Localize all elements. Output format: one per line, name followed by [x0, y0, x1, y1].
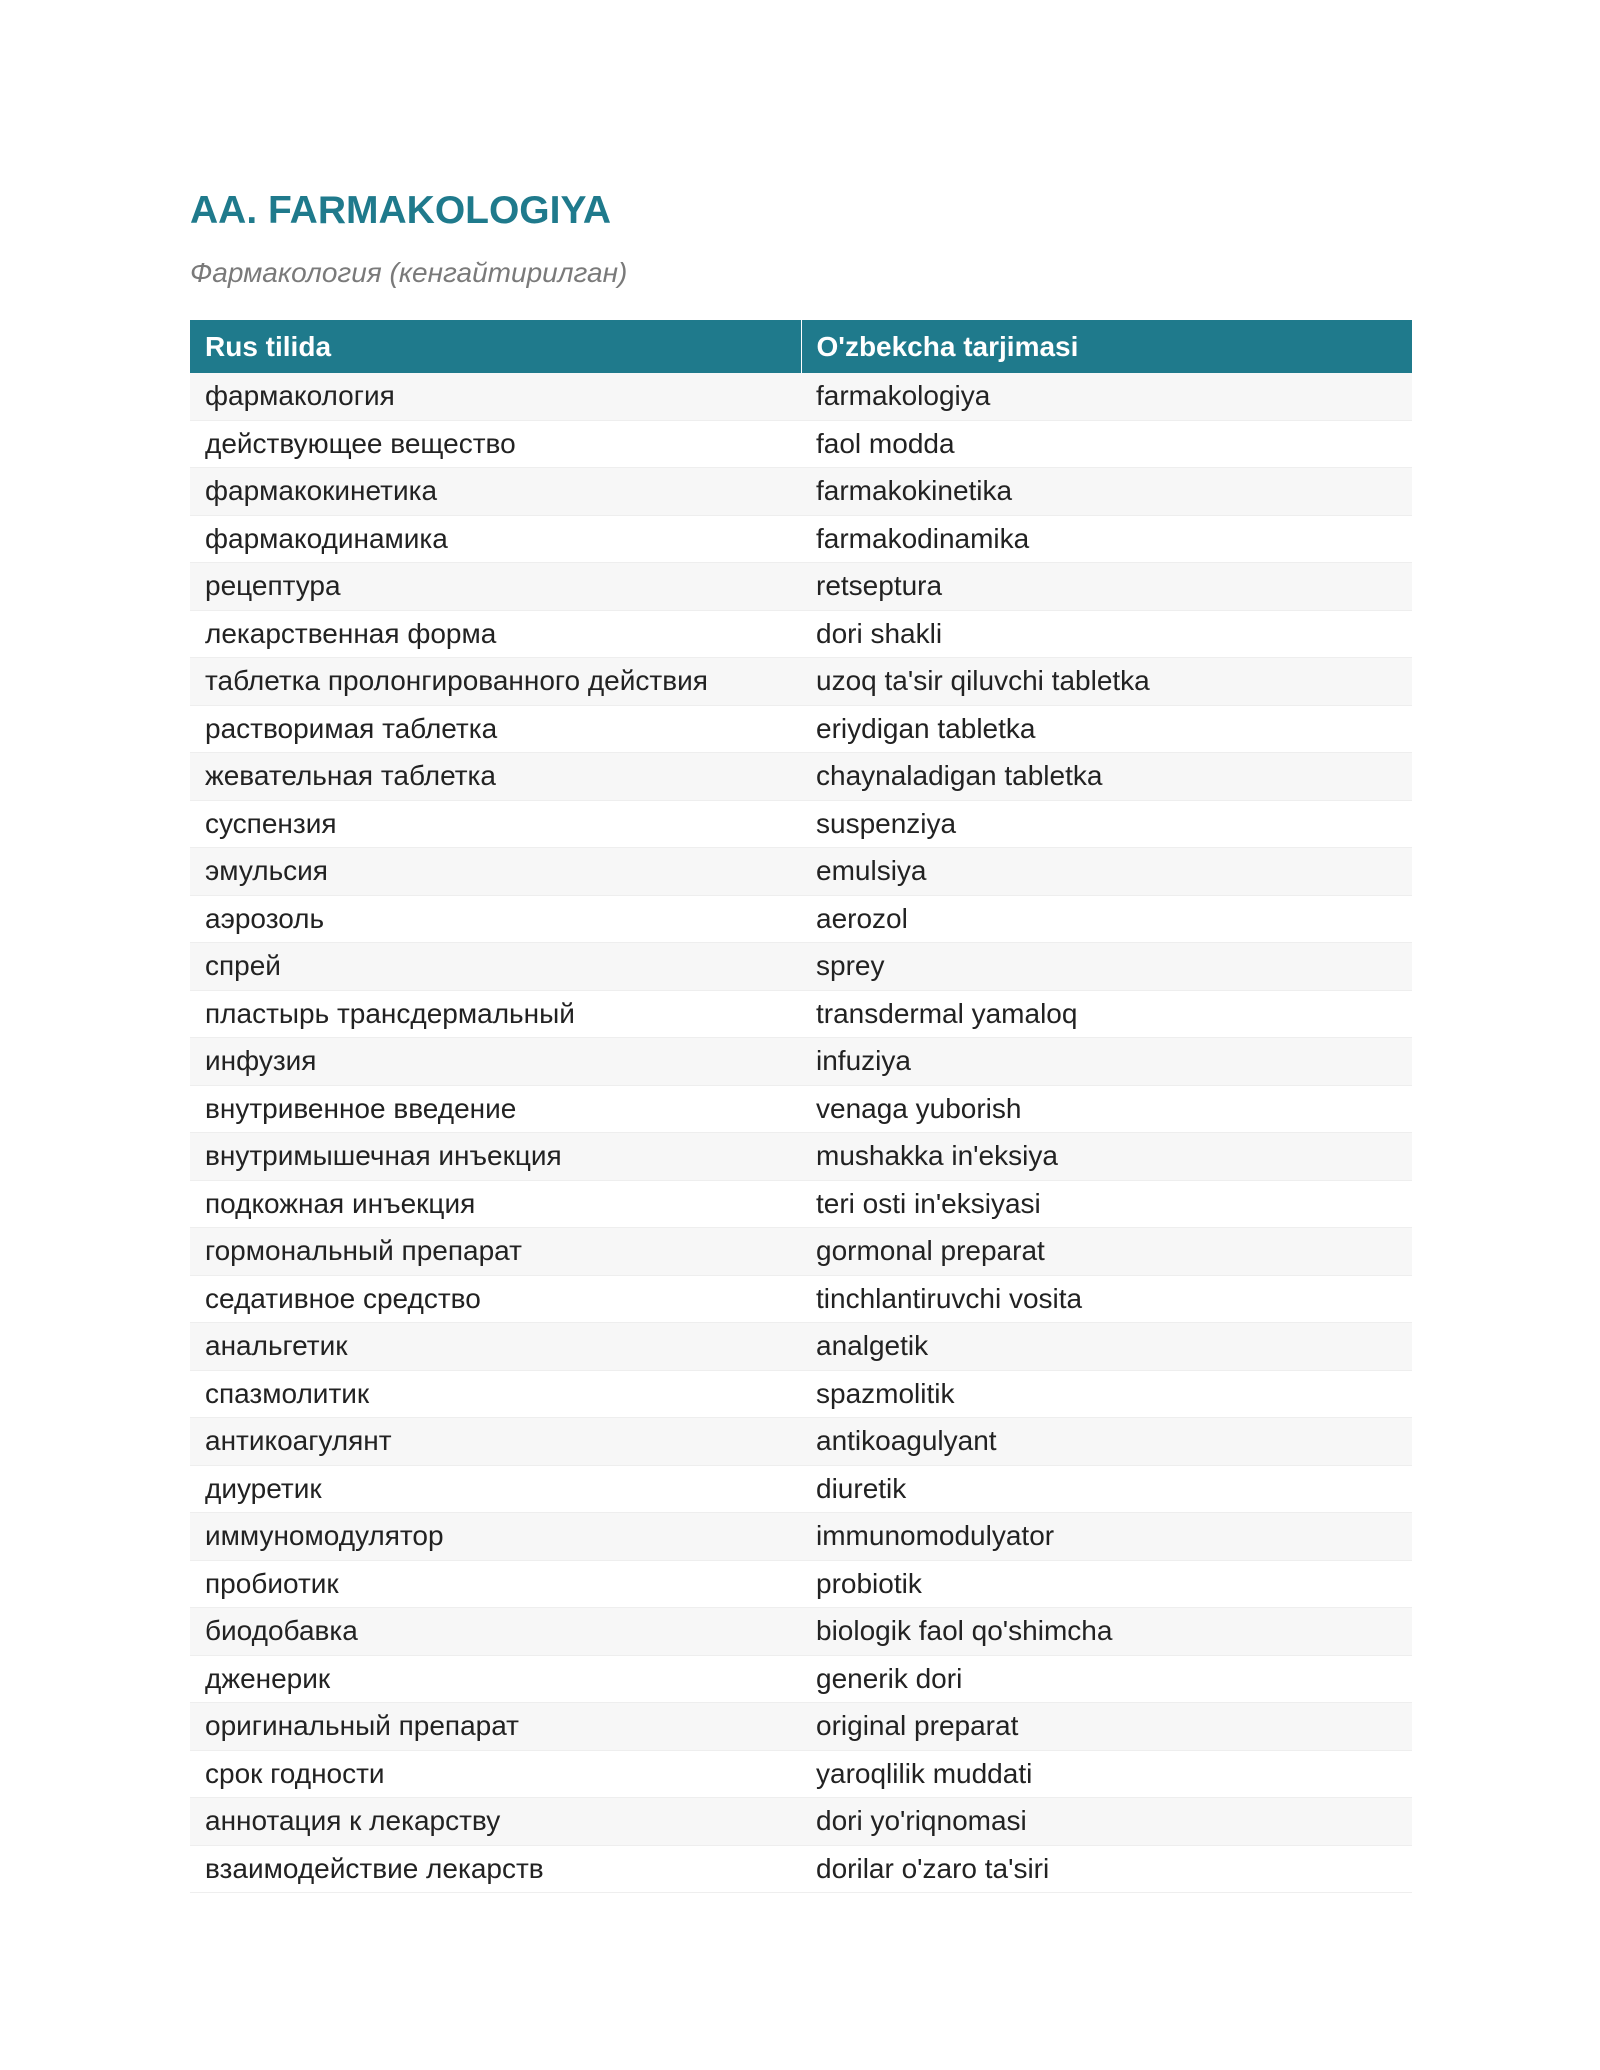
- column-header-uzbek: O'zbekcha tarjimasi: [801, 320, 1412, 373]
- cell-russian-term: эмульсия: [190, 848, 801, 896]
- table-row: [190, 610, 1412, 658]
- table-row: [190, 1798, 1412, 1846]
- cell-uzbek-translation: analgetik: [801, 1323, 1412, 1371]
- cell-russian-term: фармакодинамика: [190, 515, 801, 563]
- cell-uzbek-translation: dori yo'riqnomasi: [801, 1798, 1412, 1846]
- table-row: [190, 1560, 1412, 1608]
- cell-uzbek-translation: original preparat: [801, 1703, 1412, 1751]
- cell-uzbek-translation: retseptura: [801, 563, 1412, 611]
- cell-russian-term: внутривенное введение: [190, 1085, 801, 1133]
- table-row: [190, 658, 1412, 706]
- cell-uzbek-translation: eriydigan tabletka: [801, 705, 1412, 753]
- cell-russian-term: спазмолитик: [190, 1370, 801, 1418]
- table-row: [190, 1703, 1412, 1751]
- cell-uzbek-translation: farmakokinetika: [801, 468, 1412, 516]
- cell-russian-term: таблетка пролонгированного действия: [190, 658, 801, 706]
- table-row: [190, 943, 1412, 991]
- table-row: [190, 800, 1412, 848]
- cell-russian-term: срок годности: [190, 1750, 801, 1798]
- table-row: [190, 848, 1412, 896]
- cell-uzbek-translation: emulsiya: [801, 848, 1412, 896]
- cell-russian-term: взаимодействие лекарств: [190, 1845, 801, 1893]
- cell-russian-term: гормональный препарат: [190, 1228, 801, 1276]
- cell-russian-term: дженерик: [190, 1655, 801, 1703]
- column-header-russian: Rus tilida: [190, 320, 801, 373]
- cell-uzbek-translation: suspenziya: [801, 800, 1412, 848]
- table-row: [190, 1370, 1412, 1418]
- table-row: [190, 1418, 1412, 1466]
- cell-russian-term: подкожная инъекция: [190, 1180, 801, 1228]
- page-title: AA. FARMAKOLOGIYA: [190, 189, 612, 232]
- cell-uzbek-translation: aerozol: [801, 895, 1412, 943]
- cell-russian-term: спрей: [190, 943, 801, 991]
- table-row: [190, 1465, 1412, 1513]
- cell-uzbek-translation: tinchlantiruvchi vosita: [801, 1275, 1412, 1323]
- table-row: [190, 1085, 1412, 1133]
- table-row: [190, 1655, 1412, 1703]
- page-content: [190, 185, 1412, 1893]
- cell-uzbek-translation: uzoq ta'sir qiluvchi tabletka: [801, 658, 1412, 706]
- table-row: [190, 1323, 1412, 1371]
- table-body: [190, 373, 1412, 1893]
- cell-russian-term: растворимая таблетка: [190, 705, 801, 753]
- table-row: [190, 1228, 1412, 1276]
- table-row: [190, 420, 1412, 468]
- cell-uzbek-translation: faol modda: [801, 420, 1412, 468]
- cell-uzbek-translation: dorilar o'zaro ta'siri: [801, 1845, 1412, 1893]
- cell-russian-term: антикоагулянт: [190, 1418, 801, 1466]
- table-row: [190, 1513, 1412, 1561]
- cell-russian-term: пластырь трансдермальный: [190, 990, 801, 1038]
- cell-russian-term: диуретик: [190, 1465, 801, 1513]
- page-subtitle: Фармакология (кенгайтирилган): [190, 257, 628, 288]
- cell-russian-term: анальгетик: [190, 1323, 801, 1371]
- cell-russian-term: внутримышечная инъекция: [190, 1133, 801, 1181]
- table-row: [190, 515, 1412, 563]
- table-row: [190, 468, 1412, 516]
- cell-uzbek-translation: generik dori: [801, 1655, 1412, 1703]
- cell-russian-term: аэрозоль: [190, 895, 801, 943]
- cell-russian-term: жевательная таблетка: [190, 753, 801, 801]
- cell-russian-term: действующее вещество: [190, 420, 801, 468]
- cell-uzbek-translation: immunomodulyator: [801, 1513, 1412, 1561]
- cell-russian-term: суспензия: [190, 800, 801, 848]
- cell-uzbek-translation: diuretik: [801, 1465, 1412, 1513]
- cell-uzbek-translation: chaynaladigan tabletka: [801, 753, 1412, 801]
- glossary-table: [190, 320, 1412, 1893]
- cell-uzbek-translation: infuziya: [801, 1038, 1412, 1086]
- cell-uzbek-translation: dori shakli: [801, 610, 1412, 658]
- cell-uzbek-translation: yaroqlilik muddati: [801, 1750, 1412, 1798]
- table-row: [190, 563, 1412, 611]
- cell-russian-term: седативное средство: [190, 1275, 801, 1323]
- cell-russian-term: фармакокинетика: [190, 468, 801, 516]
- cell-russian-term: лекарственная форма: [190, 610, 801, 658]
- table-row: [190, 1750, 1412, 1798]
- cell-uzbek-translation: venaga yuborish: [801, 1085, 1412, 1133]
- cell-russian-term: оригинальный препарат: [190, 1703, 801, 1751]
- table-row: [190, 753, 1412, 801]
- table-row: [190, 990, 1412, 1038]
- cell-uzbek-translation: farmakodinamika: [801, 515, 1412, 563]
- cell-russian-term: аннотация к лекарству: [190, 1798, 801, 1846]
- table-row: [190, 1275, 1412, 1323]
- cell-uzbek-translation: antikoagulyant: [801, 1418, 1412, 1466]
- cell-uzbek-translation: mushakka in'eksiya: [801, 1133, 1412, 1181]
- cell-russian-term: рецептура: [190, 563, 801, 611]
- cell-uzbek-translation: gormonal preparat: [801, 1228, 1412, 1276]
- table-row: [190, 895, 1412, 943]
- cell-uzbek-translation: sprey: [801, 943, 1412, 991]
- cell-uzbek-translation: biologik faol qo'shimcha: [801, 1608, 1412, 1656]
- cell-uzbek-translation: probiotik: [801, 1560, 1412, 1608]
- cell-russian-term: фармакология: [190, 373, 801, 420]
- cell-uzbek-translation: teri osti in'eksiyasi: [801, 1180, 1412, 1228]
- cell-russian-term: инфузия: [190, 1038, 801, 1086]
- cell-uzbek-translation: spazmolitik: [801, 1370, 1412, 1418]
- table-row: [190, 1038, 1412, 1086]
- cell-russian-term: пробиотик: [190, 1560, 801, 1608]
- cell-russian-term: иммуномодулятор: [190, 1513, 801, 1561]
- table-row: [190, 1608, 1412, 1656]
- table-row: [190, 1180, 1412, 1228]
- table-header-row: [190, 320, 1412, 373]
- table-row: [190, 1133, 1412, 1181]
- table-header: [190, 320, 1412, 373]
- table-row: [190, 705, 1412, 753]
- cell-russian-term: биодобавка: [190, 1608, 801, 1656]
- cell-uzbek-translation: transdermal yamaloq: [801, 990, 1412, 1038]
- table-row: [190, 373, 1412, 420]
- cell-uzbek-translation: farmakologiya: [801, 373, 1412, 420]
- table-row: [190, 1845, 1412, 1893]
